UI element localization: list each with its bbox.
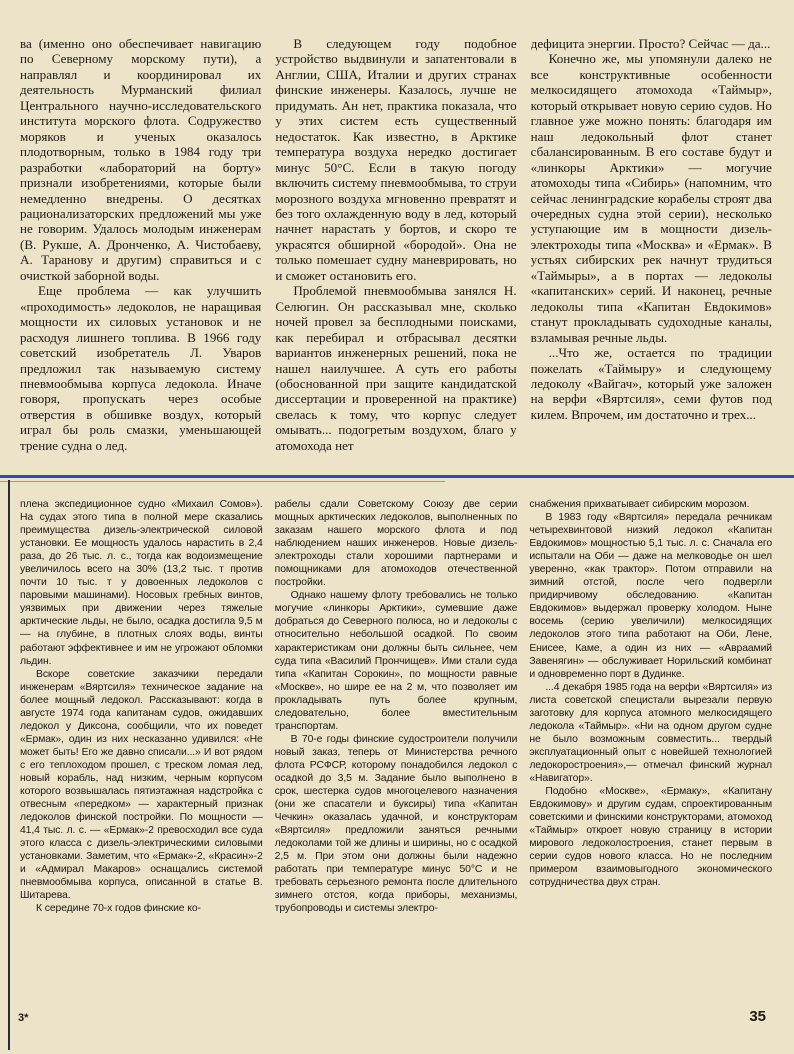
bottom-column-3: [529, 498, 772, 976]
bottom-column-2: [275, 498, 518, 976]
bottom-article-text: [20, 498, 772, 976]
paragraph: ...4 декабря 1985 года на верфи «Вяртсиля» из листа советской специстали вырезали первую заготовку для корпуса атомного мелкосидящего ледокола «Таймыр». «Ни на одном другом судне не было возможным совместить... твердый эксплуатационный опыт с новейшей технологией ледокоростроения»,— отмечал финский журнал «Навигатор».: [529, 681, 773, 784]
paragraph: Конечно же, мы упомянули далеко не все конструктивные особенности мелкосидящего атомохода «Таймыр», который открывает новую серию судов. Но главное уже можно понять: благодаря им наш ледокольный флот станет сбалансированным. В его составе будут и «линкоры Арктики» — могучие атомоходы типа «Сибирь» (напомним, что сейчас ленинградские корабелы строят два очередных судна этой серии), несколько уступающие им в мощности дизель-электроходы типа «Москва» и «Ермак». В устьях сибирских рек начнут трудиться «Таймыры», а в портах — ледоколы «капитанских» серий. И наконец, речные ледоколы типа «Капитан Евдокимов» станут прокладывать судоходные каналы, взламывая речные льды.: [530, 51, 772, 345]
paragraph: Еще проблема — как улучшить «проходимость» ледоколов, не наращивая мощности их силовых установок и не расходуя лишнего топлива. В 1966 году советский изобретатель Л. Уваров предложил так называемую систему пневмообмыва корпуса ледокола. Иначе говоря, пропускать через особые отверстия в обшивке воздух, который играл бы роль смазки, уменьшающей трение судна о лед.: [20, 283, 262, 453]
bottom-column-1: [20, 498, 263, 976]
paragraph: В 70-е годы финские судостроители получили новый заказ, теперь от Министерства речного флота РСФСР, которому понадобился ледокол с осадкой до 3,5 м. Задание было выполнено в срок, шестерка судов многоцелевого назначения (они же спасатели и буксиры) типа «Капитан Чечкин» оказалась удачной, и конструкторам «Вяртсиля» предложили заняться речными ледоколами той же длины и ширины, но с осадкой 2,5 м. При этом они должны были надежно работать при температуре минус 50°С и не требовать серьезного ремонта после длительного зимнего отстоя, когда приборы, механизмы, трубопроводы и системы электро-: [274, 733, 518, 915]
paragraph: В 1983 году «Вяртсиля» передала речникам четырехвинтовой низкий ледокол «Капитан Евдокимов» мощностью 5,1 тыс. л. с. Сначала его испытали на Оби — даже на мелководье он шел уверенно, «как трактор». Потом отправили на зимний отстой, после чего подвергли придирчивому обследованию. «Капитан Евдокимов» выдержал проверку холодом. Ныне восемь (серию увеличили) мелкосидящих ледоколов этого типа работают на Оби, Лене, Енисее, Каме, а один из них — «Авраамий Завенягин» — обслуживает Норильский комбинат и одновременно порт в Дудинке.: [529, 512, 773, 680]
top-column-2: [275, 36, 516, 468]
signature-mark: 3*: [18, 1012, 29, 1024]
margin-rule: [8, 480, 10, 1050]
paragraph: снабжения прихватывает сибирским морозом.: [529, 499, 750, 510]
paragraph: дефицита энергии. Просто? Сейчас — да...: [530, 36, 771, 51]
top-column-3: [531, 36, 772, 468]
top-column-1: [20, 36, 261, 468]
top-article-text: [20, 36, 772, 468]
paragraph: плена экспедиционное судно «Михаил Сомов»). На судах этого типа в полной мере сказались преимущества дизель-электрической силовой установки. Ее мощность удалось нарастить в 2,4 раза, до 26 тыс. л. с., тогда как водоизмещение увеличилось всего на 30% (13,2 тыс. т против почти 10 тыс. т у довоенных ледоколов с паровыми машинами). Носовых гребных винтов, уязвимых при движении через тяжелые арктические льды, не было, осадка достигла 9,5 м — на глубине, в плотных слоях воды, винты работают эффективнее и им не угрожают обломки льдин.: [20, 499, 263, 667]
paragraph: К середине 70-х годов финские ко-: [36, 903, 201, 915]
paragraph: В следующем году подобное устройство выдвинули и запатентовали в Англии, США, Италии и других странах финские инженеры. Казалось, лучше не придумать. Ан нет, практика показала, что у этих систем есть существенный недостаток. Как известно, в Арктике температура воздуха нередко достигает минус 50°С. Если в такую погоду включить систему пневмообмыва, то струи морозного воздуха мгновенно превратят и без того охлажденную воду в лед, который начнет нарастать у бортов, и скоро те украсятся обширной «бородой». Она не только помешает судну маневрировать, но и сможет остановить его.: [275, 36, 517, 283]
paragraph: Вскоре советские заказчики передали инженерам «Вяртсиля» техническое задание на более мощный ледокол. Рассказывают: когда в августе 1974 года капитанам судов, ожидавших ледокол у Диксона, сообщили, что их поведет «Ермак», один из них несказанно удивился: «Не может быть! Его же давно списали...» И вот рядом с его теплоходом прошел, с треском ломая лед, новый корабль, над низким, черным корпусом которого возвышалась пятиэтажная надстройка с отвесным «передком» — характерный признак ледоколов финской постройки. По мощности — 41,4 тыс. л. с. — «Ермак»-2 превосходил все суда этого класса с дизель-электрическими силовыми установками. Заметим, что «Ермак»-2, «Красин»-2 и «Адмирал Макаров» оснащались системой пневмообмыва корпуса, описанной в статье В. Шитарева.: [20, 668, 263, 902]
paragraph: Подобно «Москве», «Ермаку», «Капитану Евдокимову» и другим судам, спроектированным советскими и финскими конструкторами, атомоход «Таймыр» откроет новую страницу в истории мирового ледоколостроения, станет первым в серии судов нового класса. Но не последним примером взаимовыгодного экономического сотрудничества двух стран.: [529, 786, 773, 889]
section-divider: [0, 475, 794, 478]
paragraph: рабелы сдали Советскому Союзу две серии мощных арктических ледоколов, выполненных по заказам нашего морского флота и под наблюдением наших инженеров. Новые дизель-электроходы стали хорошими партнерами и помощниками для атомоходов отечественной постройки.: [274, 499, 518, 589]
paragraph: Однако нашему флоту требовались не только могучие «линкоры Арктики», сумевшие даже добраться до Северного полюса, но и ледоколы с относительно небольшой осадкой. По своим характеристикам они должны быть сильнее, чем суда типа «Василий Прончищев». Ими стали суда типа «Капитан Сорокин», по мощности равные «Москве», но шире ее на 2 м, что позволяет им прокладывать путь более крупным, следовательно, более вместительным транспортам.: [274, 590, 518, 732]
paragraph: ...Что же, остается по традиции пожелать «Таймыру» и следующему ледоколу «Вайгач», который уже заложен на верфи «Вяртсиля», семи футов под килем. Впрочем, им достаточно и трех...: [530, 345, 772, 422]
paragraph: ва (именно оно обеспечивает навигацию по Северному морскому пути), а направлял и координировал их деятельность Мурманский филиал Центрального научно-исследовательского института морского флота. Содружество моряков и ученых оказалось плодотворным, только в 1984 году три разработки «лабораторий на борту» признали изобретениями, которые были немедленно внедрены. О десятках рационализаторских предложений мы уже не говорим. Удалось молодым инженерам (В. Рукше, А. Дронченко, А. Чистобаеву, А. Тарановy и другим) справиться и с очисткой заборной воды.: [20, 36, 262, 283]
page-number: 35: [749, 1008, 766, 1025]
paragraph: Проблемой пневмообмыва занялся Н. Селюгин. Он рассказывал мне, сколько ночей провел за бесплодными поисками, как перебирал и отбрасывал десятки вариантов инженерных решений, пока не нашел наилучшее. А суть его работы (обоснованной при защите кандидатской диссертации и проверенной на практике) свелась к тому, что корпус следует омывать... подогретым воздухом, благо у атомохода нет: [275, 283, 517, 453]
